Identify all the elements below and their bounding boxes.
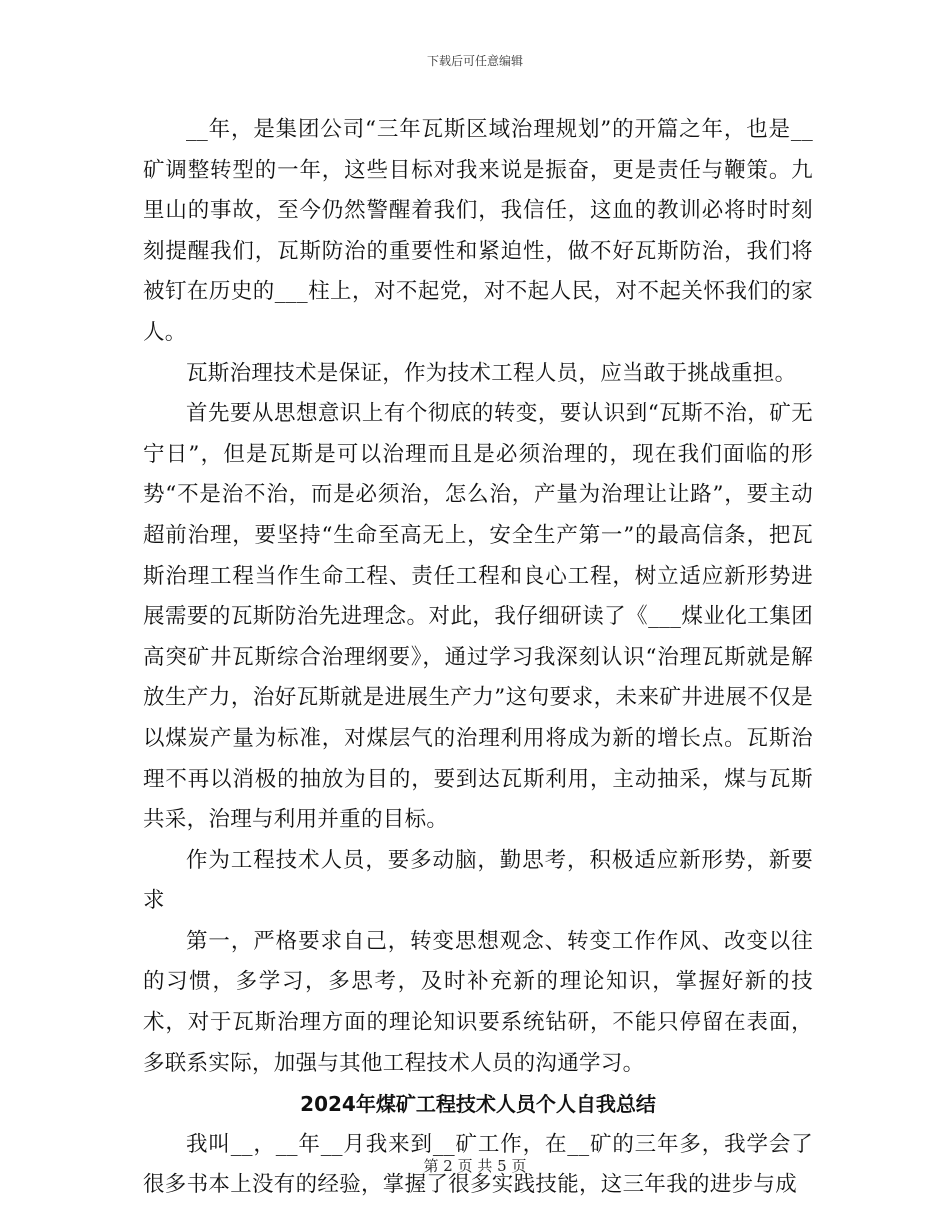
paragraph: 首先要从思想意识上有个彻底的转变，要认识到“瓦斯不治，矿无宁日”，但是瓦斯是可以治理而且是必须治理的，现在我们面临的形势“不是治不治，而是必须治，怎么治，产量为治理让让路”，要主动超前治理，要坚持“生命至高无上，安全生产第一”的最高信条，把瓦斯治理工程当作生命工程、责任工程和良心工程，树立适应新形势进展需要的瓦斯防治先进理念。对此，我仔细研读了《___煤业化工集团高突矿井瓦斯综合治理纲要》，通过学习我深刻认识“治理瓦斯就是解放生产力，治好瓦斯就是进展生产力”这句要求，未来矿井进展不仅是以煤炭产量为标准，对煤层气的治理利用将成为新的增长点。瓦斯治理不再以消极的抽放为目的，要到达瓦斯利用，主动抽采，煤与瓦斯共采，治理与利用并重的目标。 — [143, 401, 813, 833]
paragraph: __年，是集团公司“三年瓦斯区域治理规划”的开篇之年，也是__矿调整转型的一年，这些目标对我来说是振奋，更是责任与鞭策。九里山的事故，至今仍然警醒着我们，我信任，这血的教训必将时时刻刻提醒我们，瓦斯防治的重要性和紧迫性，做不好瓦斯防治，我们将被钉在历史的___柱上，对不起党，对不起人民，对不起关怀我们的家人。 — [143, 117, 813, 345]
paragraph: 作为工程技术人员，要多动脑，勤思考，积极适应新形势，新要求 — [143, 847, 813, 914]
paragraph: 我叫__，__年__月我来到__矿工作，在__矿的三年多，我学会了很多书本上没有的经验，掌握了很多实践技能，这三年我的进步与成 — [143, 1131, 813, 1198]
page-footer: 第 2 页 共 5 页 — [423, 1157, 527, 1175]
paragraph: 瓦斯治理技术是保证，作为技术工程人员，应当敢于挑战重担。 — [186, 360, 797, 386]
section-title: 2024年煤矿工程技术人员个人自我总结 — [300, 1092, 656, 1117]
paragraph: 第一，严格要求自己，转变思想观念、转变工作作风、改变以往的习惯，多学习，多思考，及时补充新的理论知识，掌握好新的技术，对于瓦斯治理方面的理论知识要系统钻研，不能只停留在表面，多联系实际，加强与其他工程技术人员的沟通学习。 — [143, 928, 813, 1076]
document-body — [143, 110, 813, 1206]
page-header: 下载后可任意编辑 — [426, 54, 523, 68]
